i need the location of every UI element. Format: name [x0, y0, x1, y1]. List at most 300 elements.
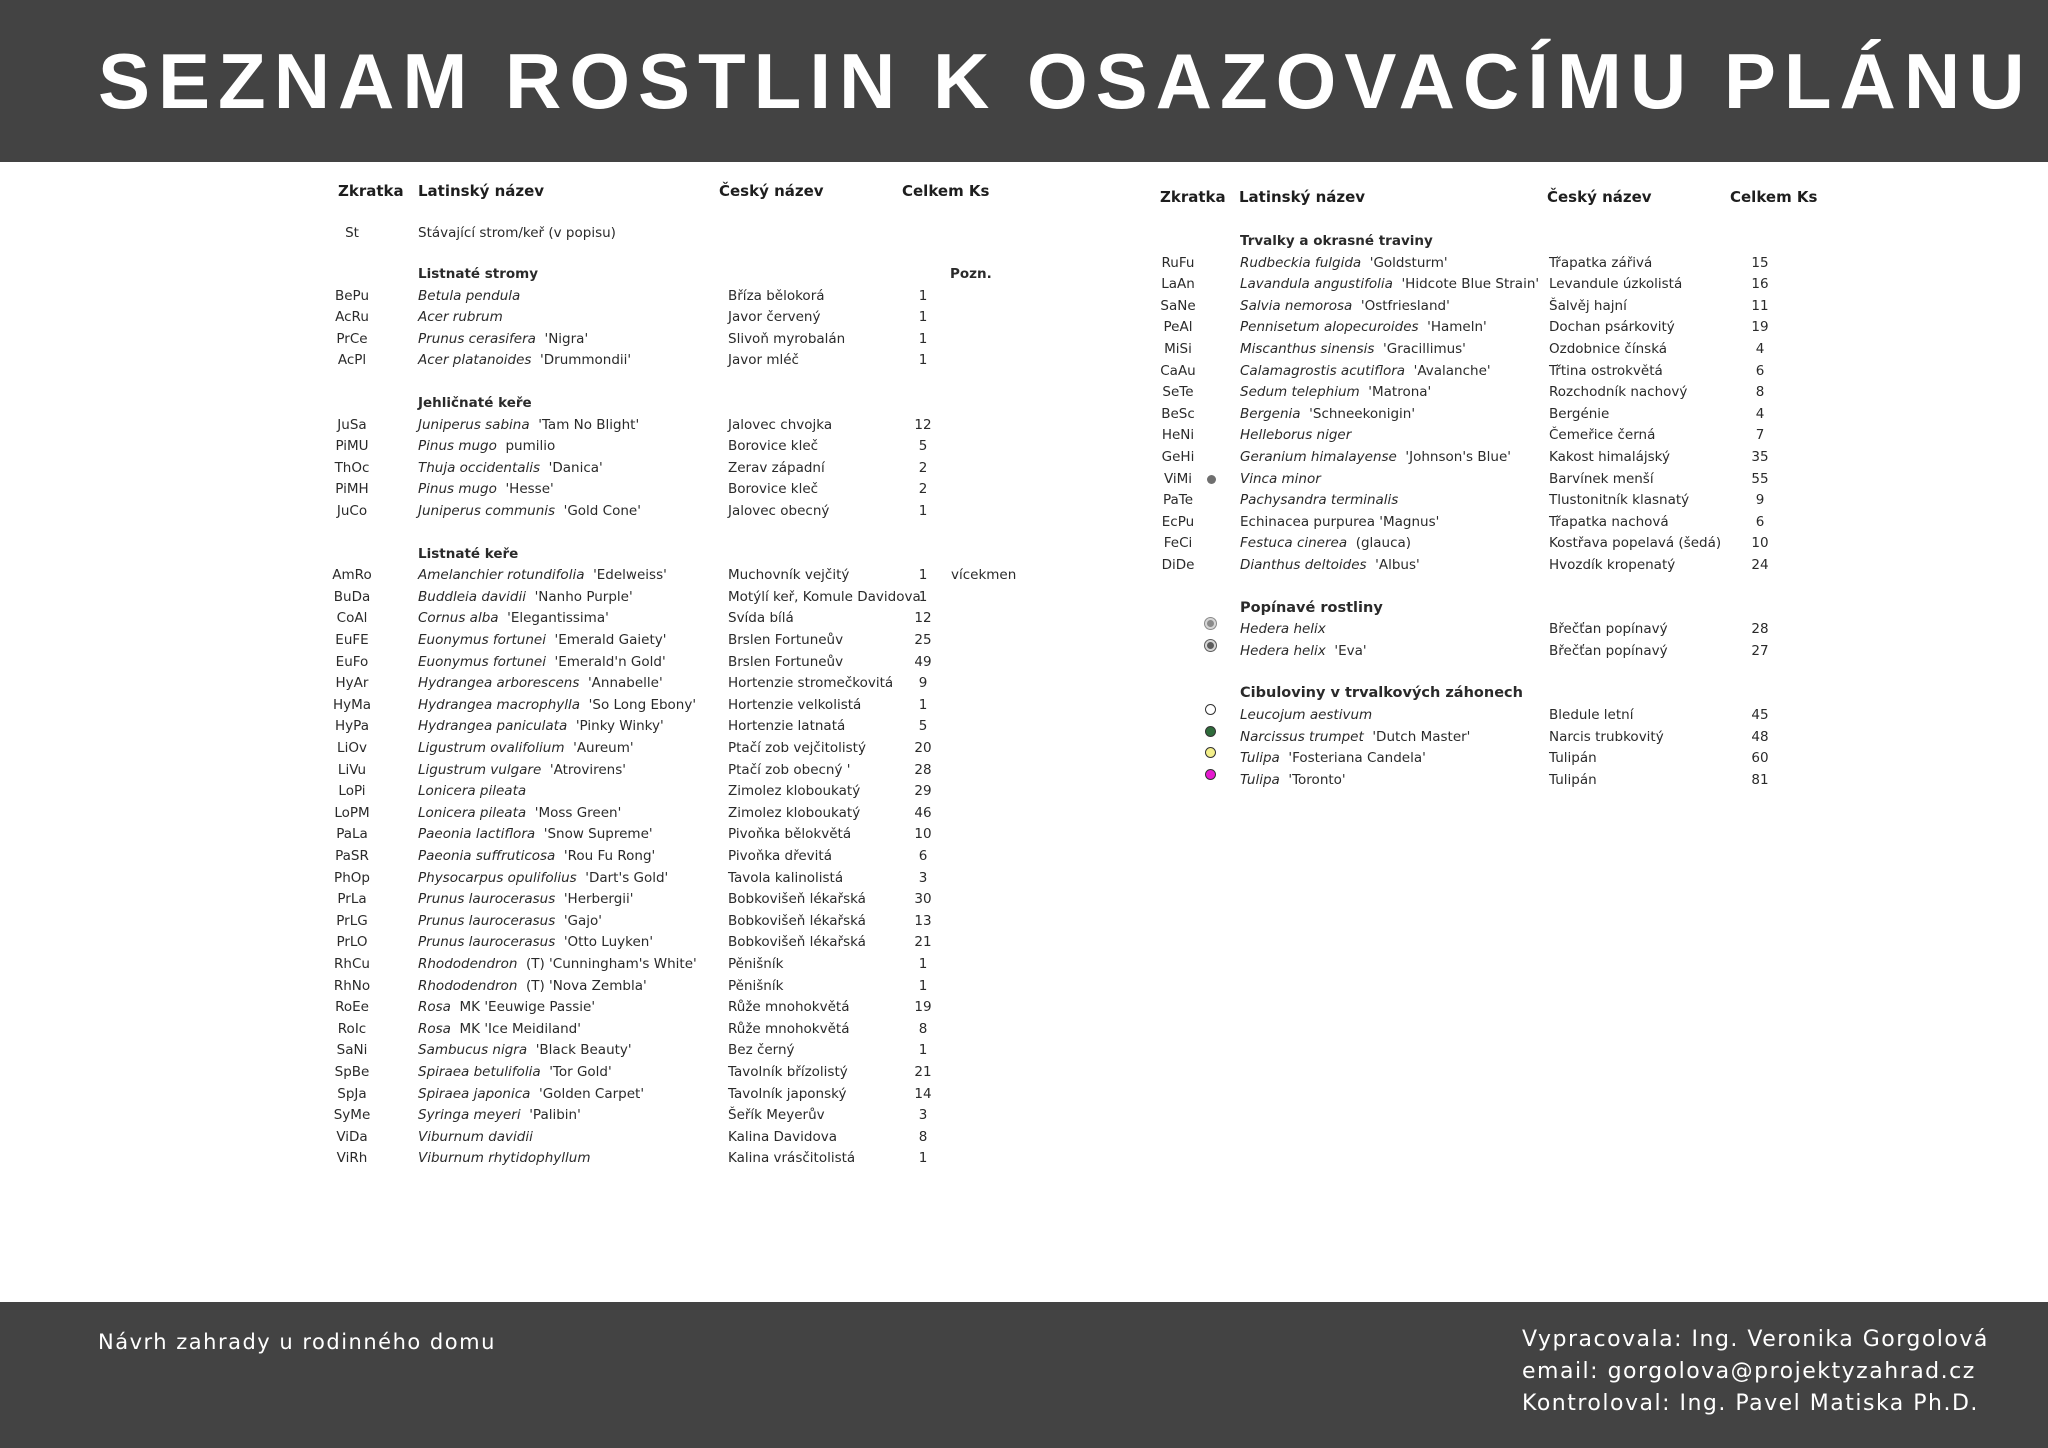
- section-title: Popínavé rostliny: [1240, 599, 1383, 616]
- cultivar: Echinacea purpurea 'Magnus': [1240, 513, 1440, 530]
- czech-name: Ptačí zob obecný ': [728, 761, 851, 778]
- czech-name: Hortenzie stromečkovitá: [728, 675, 894, 692]
- abbr-cell: PrLO: [336, 934, 368, 951]
- latin-name: [418, 694, 696, 716]
- count-cell: 20: [914, 740, 932, 756]
- abbr-cell: JuCo: [336, 503, 368, 519]
- cultivar: 'Ostfriesland': [1352, 297, 1450, 314]
- latin-name: [418, 435, 555, 457]
- abbr-cell: HeNi: [1161, 427, 1195, 444]
- czech-name: Brslen Fortuneův: [728, 653, 844, 670]
- table-row: [336, 867, 1056, 889]
- latin-genus-species: Dianthus deltoides: [1240, 557, 1367, 573]
- table-row: [336, 823, 1056, 845]
- table-row: [336, 737, 1056, 759]
- latin-name: [418, 306, 503, 328]
- abbr-cell: LoPM: [334, 804, 370, 821]
- credits: [1522, 1324, 1989, 1420]
- section-title: Cibuloviny v trvalkových záhonech: [1240, 685, 1523, 702]
- abbr-cell: LiVu: [337, 761, 367, 778]
- count-cell: 1: [918, 352, 928, 369]
- abbr-cell: BeSc: [1161, 405, 1195, 422]
- count-cell: 1: [918, 567, 928, 584]
- cultivar: 'Atrovirens': [541, 761, 626, 778]
- count-cell: 12: [914, 416, 932, 433]
- latin-name: [418, 1061, 612, 1083]
- table-row: [336, 1147, 1056, 1169]
- latin-name: [418, 845, 655, 867]
- latin-name: Stávající strom/keř (v popisu): [418, 225, 616, 241]
- count-cell: 27: [1751, 642, 1769, 659]
- latin-name: [418, 586, 633, 608]
- table-row: [1160, 726, 1920, 748]
- count-cell: 5: [918, 438, 928, 455]
- cultivar: 'Nigra': [535, 330, 589, 347]
- latin-genus-species: Hedera helix: [1240, 621, 1326, 638]
- czech-name: Jalovec obecný: [728, 503, 830, 519]
- cultivar: 'Palibin': [520, 1107, 581, 1124]
- count-cell: 60: [1751, 750, 1769, 767]
- czech-name: Tavola kalinolistá: [728, 869, 844, 886]
- cultivar: 'Schneekonigin': [1300, 405, 1416, 422]
- latin-name: [418, 996, 595, 1018]
- abbr-cell: PaSR: [335, 848, 369, 864]
- abbr-cell: RhNo: [333, 977, 371, 994]
- abbr-cell: PaTe: [1162, 492, 1194, 509]
- table-row: [1160, 532, 1920, 554]
- latin-name: [1240, 273, 1539, 295]
- count-cell: 28: [1751, 621, 1769, 638]
- abbr-cell: ViRh: [336, 1150, 368, 1167]
- latin-name: [1240, 640, 1367, 662]
- count-cell: 9: [918, 675, 928, 692]
- abbr-cell: LoPi: [338, 783, 366, 800]
- count-cell: 1: [918, 977, 928, 994]
- table-row: [336, 629, 1056, 651]
- cultivar: 'Snow Supreme': [535, 826, 653, 843]
- left-plant-table: [332, 182, 1056, 1172]
- czech-name: Ptačí zob vejčitolistý: [728, 740, 866, 756]
- count-cell: 1: [918, 503, 928, 519]
- count-cell: 8: [918, 1020, 928, 1037]
- latin-name: [418, 1126, 533, 1148]
- count-cell: 81: [1751, 771, 1769, 788]
- abbr-cell: GeHi: [1161, 449, 1195, 465]
- czech-name: Tavolník břízolistý: [728, 1064, 848, 1080]
- latin-name: [1240, 618, 1326, 640]
- table-row: [336, 222, 1056, 244]
- col-header-czech: Český název: [1547, 188, 1652, 206]
- czech-name: Hvozdík kropenatý: [1549, 557, 1676, 573]
- abbr-cell: SaNi: [336, 1042, 368, 1059]
- latin-genus-species: Geranium himalayense: [1240, 449, 1397, 465]
- cultivar: 'Herbergii': [555, 891, 634, 908]
- abbr-cell: PiMU: [335, 438, 369, 455]
- latin-genus-species: Tulipa: [1240, 771, 1280, 788]
- czech-name: Javor červený: [728, 309, 821, 326]
- cultivar: 'Moss Green': [526, 804, 622, 821]
- latin-name: [418, 715, 664, 737]
- table-row: [1160, 230, 1920, 252]
- latin-name: [1240, 554, 1420, 576]
- cultivar: 'Emerald'n Gold': [545, 653, 666, 670]
- latin-name: [418, 931, 653, 953]
- latin-name: [418, 910, 602, 932]
- table-row: [1160, 295, 1920, 317]
- czech-name: Bledule letní: [1549, 707, 1634, 723]
- latin-name: [1240, 704, 1372, 726]
- cultivar: 'Toronto': [1279, 771, 1346, 788]
- cultivar: 'Golden Carpet': [530, 1085, 645, 1102]
- latin-name: [1240, 316, 1487, 338]
- latin-name: [418, 285, 520, 307]
- latin-name: [1240, 769, 1346, 791]
- latin-name: [1240, 252, 1448, 274]
- czech-name: Kakost himalájský: [1549, 449, 1670, 465]
- cultivar: 'Nanho Purple': [525, 588, 633, 605]
- count-cell: 10: [1751, 535, 1769, 552]
- abbr-cell: LiOv: [337, 740, 367, 756]
- abbr-cell: RhCu: [334, 956, 370, 972]
- latin-name: [1240, 532, 1411, 554]
- latin-genus-species: Narcissus trumpet: [1240, 728, 1364, 745]
- table-row: [1160, 511, 1920, 533]
- latin-name: [418, 414, 639, 436]
- latin-name: [418, 672, 663, 694]
- table-row: [1160, 618, 1920, 640]
- col-header-czech: Český název: [719, 182, 824, 200]
- table-row: [336, 715, 1056, 737]
- abbr-cell: SpJa: [337, 1085, 367, 1102]
- latin-name: [418, 500, 641, 522]
- count-cell: 21: [914, 934, 932, 951]
- czech-name: Hortenzie latnatá: [728, 718, 846, 735]
- abbr-cell: St: [345, 225, 359, 241]
- czech-name: Barvínek menší: [1549, 470, 1654, 487]
- count-cell: 30: [914, 891, 932, 908]
- latin-name: [1240, 338, 1466, 360]
- czech-name: Břečťan popínavý: [1549, 642, 1668, 659]
- abbr-cell: AmRo: [332, 567, 372, 584]
- abbr-cell: EuFE: [335, 632, 369, 648]
- col-header-note: Pozn.: [950, 266, 992, 282]
- legend-marker-icon: [1205, 704, 1216, 715]
- table-row: [1160, 747, 1920, 769]
- latin-genus-species: Hydrangea macrophylla: [418, 696, 581, 713]
- abbr-cell: AcPl: [337, 352, 367, 369]
- czech-name: Narcis trubkovitý: [1549, 728, 1664, 745]
- count-cell: 1: [918, 588, 928, 605]
- cultivar: 'Hameln': [1418, 319, 1487, 336]
- count-cell: 1: [918, 287, 928, 304]
- latin-genus-species: Physocarpus opulifolius: [418, 869, 577, 886]
- cultivar: pumilio: [496, 438, 556, 455]
- section-title: Listnaté keře: [418, 545, 519, 562]
- latin-genus-species: Acer platanoides: [418, 352, 532, 369]
- table-row: [336, 500, 1056, 522]
- count-cell: 55: [1751, 470, 1769, 487]
- count-cell: 28: [914, 761, 932, 778]
- abbr-cell: LaAn: [1161, 276, 1195, 293]
- latin-name: [418, 823, 653, 845]
- czech-name: Růže mnohokvětá: [728, 1020, 850, 1037]
- table-row: [1160, 338, 1920, 360]
- latin-name: [1240, 726, 1470, 748]
- czech-name: Brslen Fortuneův: [728, 632, 844, 648]
- czech-name: Levandule úzkolistá: [1549, 276, 1683, 293]
- latin-name: [418, 780, 526, 802]
- count-cell: 21: [914, 1064, 932, 1080]
- latin-genus-species: Euonymus fortunei: [418, 632, 546, 648]
- abbr-cell: JuSa: [337, 416, 367, 433]
- czech-name: Bobkovišeň lékařská: [728, 934, 866, 951]
- table-row: [1160, 682, 1920, 704]
- latin-name: [418, 975, 647, 997]
- abbr-cell: MiSi: [1164, 341, 1192, 357]
- latin-name: [418, 564, 667, 586]
- czech-name: Tlustonitník klasnatý: [1549, 492, 1690, 509]
- table-row: [336, 996, 1056, 1018]
- author-line: Vypracovala: Ing. Veronika Gorgolová: [1522, 1327, 1989, 1352]
- count-cell: 11: [1751, 297, 1769, 314]
- cultivar: MK 'Eeuwige Passie': [450, 999, 596, 1016]
- abbr-cell: BePu: [334, 287, 370, 304]
- table-row: [333, 975, 1056, 997]
- cultivar: 'Drummondii': [531, 352, 632, 369]
- table-row: [1160, 252, 1920, 274]
- count-cell: 25: [914, 632, 932, 648]
- count-cell: 5: [918, 718, 928, 735]
- czech-name: Šalvěj hajní: [1549, 297, 1627, 314]
- latin-name: [418, 457, 603, 479]
- table-row: [336, 759, 1056, 781]
- abbr-cell: HyAr: [335, 675, 369, 692]
- latin-genus-species: Sedum telephium: [1240, 384, 1360, 401]
- section-title: Trvalky a okrasné traviny: [1240, 233, 1433, 249]
- latin-name: [418, 802, 621, 824]
- table-row: [336, 328, 1056, 350]
- count-cell: 1: [918, 1150, 928, 1167]
- abbr-cell: PiMH: [335, 481, 369, 498]
- table-row: [336, 543, 1056, 565]
- cultivar: (T) 'Cunningham's White': [517, 956, 697, 972]
- table-row: [336, 263, 1056, 285]
- abbr-cell: RoIc: [337, 1020, 367, 1037]
- table-row: [336, 1039, 1056, 1061]
- table-row: [332, 564, 1056, 586]
- czech-name: Zimolez kloboukatý: [728, 804, 861, 821]
- cultivar: 'Matrona': [1359, 384, 1432, 401]
- abbr-cell: DiDe: [1161, 557, 1195, 573]
- table-row: [336, 1061, 1056, 1083]
- col-header-count: Celkem Ks: [1730, 188, 1818, 206]
- table-row: [1160, 446, 1920, 468]
- count-cell: 14: [914, 1085, 932, 1102]
- cultivar: 'Black Beauty': [527, 1042, 632, 1059]
- legend-marker-icon: [1205, 726, 1216, 737]
- count-cell: 3: [918, 869, 928, 886]
- cultivar: 'Edelweiss': [584, 567, 667, 584]
- latin-name: [1240, 468, 1321, 490]
- count-cell: 48: [1751, 728, 1769, 745]
- abbr-cell: FeCi: [1163, 535, 1193, 552]
- table-row: [336, 931, 1056, 953]
- count-cell: 10: [914, 826, 932, 843]
- latin-genus-species: Ligustrum vulgare: [418, 761, 542, 778]
- count-cell: 29: [914, 783, 932, 800]
- czech-name: Tulipán: [1549, 750, 1597, 767]
- table-row: [336, 1083, 1056, 1105]
- count-cell: 6: [918, 848, 928, 864]
- table-row: [336, 435, 1056, 457]
- table-row: [336, 414, 1056, 436]
- abbr-cell: ViMi: [1163, 470, 1193, 487]
- czech-name: Jalovec chvojka: [728, 416, 833, 433]
- table-row: [336, 607, 1056, 629]
- czech-name: Borovice kleč: [728, 481, 819, 498]
- count-cell: 13: [914, 912, 932, 929]
- latin-name: [418, 888, 634, 910]
- cultivar: 'Albus': [1366, 557, 1420, 573]
- cultivar: 'So Long Ebony': [580, 696, 697, 713]
- latin-genus-species: Euonymus fortunei: [418, 653, 546, 670]
- latin-genus-species: Festuca cinerea: [1240, 535, 1348, 552]
- legend-marker-icon: [1207, 475, 1216, 484]
- email-line: email: gorgolova@projektyzahrad.cz: [1522, 1359, 1976, 1384]
- latin-genus-species: Viburnum rhytidophyllum: [418, 1150, 591, 1167]
- latin-name: [418, 1104, 581, 1126]
- col-header-latin: Latinský název: [418, 182, 545, 200]
- cultivar: 'Hesse': [496, 481, 554, 498]
- latin-genus-species: Leucojum aestivum: [1240, 707, 1373, 723]
- col-header-abbr: Zkratka: [1160, 188, 1226, 206]
- cultivar: (glauca): [1347, 535, 1412, 552]
- table-row: [336, 478, 1056, 500]
- count-cell: 1: [918, 956, 928, 972]
- count-cell: 7: [1755, 427, 1765, 444]
- latin-name: [1240, 360, 1491, 382]
- right-plant-table: [1160, 188, 1920, 808]
- count-cell: 19: [1751, 319, 1769, 336]
- latin-genus-species: Bergenia: [1240, 405, 1301, 422]
- cultivar: 'Danica': [540, 459, 603, 476]
- abbr-cell: BuDa: [333, 588, 371, 605]
- abbr-cell: AcRu: [335, 309, 369, 326]
- table-row: [336, 910, 1056, 932]
- latin-name: [418, 737, 634, 759]
- table-row: [1160, 381, 1920, 403]
- abbr-cell: ThOc: [334, 459, 370, 476]
- count-cell: 46: [914, 804, 932, 821]
- count-cell: 2: [918, 481, 928, 498]
- latin-name: [418, 328, 588, 350]
- czech-name: Třtina ostrokvětá: [1549, 362, 1663, 379]
- table-row: [1160, 704, 1920, 726]
- latin-genus-species: Spiraea betulifolia: [418, 1064, 541, 1080]
- latin-name: [418, 607, 609, 629]
- latin-name: [418, 953, 697, 975]
- latin-genus-species: Spiraea japonica: [418, 1085, 531, 1102]
- czech-name: Kostřava popelavá (šedá): [1549, 535, 1722, 552]
- cultivar: 'Eva': [1325, 642, 1367, 659]
- abbr-cell: SpBe: [334, 1064, 370, 1080]
- latin-name: [1240, 295, 1450, 317]
- table-row: [336, 888, 1056, 910]
- table-row: [336, 780, 1056, 802]
- latin-genus-species: Prunus laurocerasus: [418, 934, 556, 951]
- latin-name: [418, 629, 666, 651]
- count-cell: 49: [914, 653, 932, 670]
- abbr-cell: RoEe: [335, 999, 369, 1016]
- table-row: [336, 1126, 1056, 1148]
- latin-genus-species: Prunus cerasifera: [418, 330, 536, 347]
- latin-genus-species: Lonicera pileata: [418, 783, 527, 800]
- czech-name: Muchovník vejčitý: [728, 567, 850, 584]
- count-cell: 1: [918, 1042, 928, 1059]
- latin-name: [418, 1147, 591, 1169]
- count-cell: 19: [914, 999, 932, 1016]
- czech-name: Dochan psárkovitý: [1549, 319, 1675, 336]
- count-cell: 12: [914, 610, 932, 627]
- abbr-cell: EcPu: [1161, 513, 1195, 530]
- latin-genus-species: Vinca minor: [1240, 470, 1321, 487]
- latin-name: [1240, 424, 1351, 446]
- latin-name: [418, 478, 554, 500]
- count-cell: 8: [918, 1128, 928, 1145]
- latin-name: [418, 759, 626, 781]
- legend-marker-icon: [1205, 618, 1216, 629]
- latin-genus-species: Paeonia suffruticosa: [418, 848, 556, 864]
- czech-name: Kalina vrásčitolistá: [728, 1150, 856, 1167]
- latin-genus-species: Hydrangea arborescens: [418, 675, 580, 692]
- footer-bar: [0, 1302, 2048, 1448]
- latin-genus-species: Rosa: [418, 999, 451, 1016]
- latin-name: [1240, 747, 1426, 769]
- cultivar: 'Tor Gold': [540, 1064, 612, 1080]
- table-row: [336, 349, 1056, 371]
- table-row: [336, 845, 1056, 867]
- latin-name: [418, 1018, 581, 1040]
- czech-name: Třapatka nachová: [1549, 513, 1669, 530]
- note-cell: vícekmen: [951, 567, 1017, 584]
- latin-genus-species: Buddleia davidii: [418, 588, 526, 605]
- latin-name: [1240, 511, 1439, 533]
- latin-genus-species: Miscanthus sinensis: [1240, 341, 1375, 357]
- count-cell: 9: [1755, 492, 1765, 509]
- cultivar: 'Pinky Winky': [567, 718, 664, 735]
- abbr-cell: SaNe: [1160, 297, 1196, 314]
- abbr-cell: CaAu: [1160, 362, 1196, 379]
- table-row: [1160, 468, 1920, 490]
- table-row: [336, 285, 1056, 307]
- abbr-cell: PrLa: [337, 891, 367, 908]
- czech-name: Javor mléč: [728, 352, 799, 369]
- latin-name: [1240, 446, 1511, 468]
- cultivar: 'Gracillimus': [1374, 341, 1466, 357]
- count-cell: 1: [918, 330, 928, 347]
- cultivar: 'Rou Fu Rong': [555, 848, 656, 864]
- cultivar: 'Emerald Gaiety': [545, 632, 667, 648]
- latin-name: [418, 349, 631, 371]
- latin-name: [1240, 403, 1415, 425]
- abbr-cell: PaLa: [336, 826, 368, 843]
- czech-name: Motýlí keř, Komule Davidova: [728, 588, 921, 605]
- latin-genus-species: Acer rubrum: [418, 309, 503, 326]
- cultivar: 'Dart's Gold': [576, 869, 669, 886]
- latin-genus-species: Paeonia lactiflora: [418, 826, 536, 843]
- abbr-cell: PrCe: [336, 330, 368, 347]
- count-cell: 1: [918, 309, 928, 326]
